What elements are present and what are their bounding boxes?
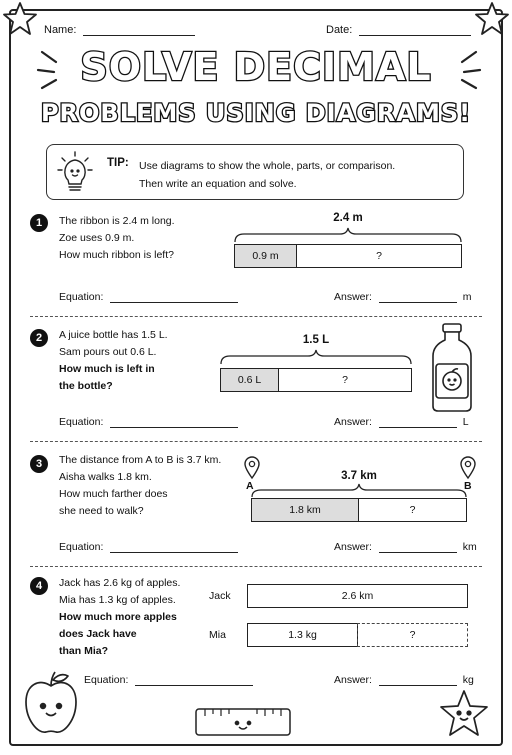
problem-3-line: The distance from A to B is 3.7 km. [59, 454, 222, 466]
star-icon [472, 0, 512, 40]
tip-line-2: Then write an equation and solve. [139, 178, 297, 190]
title-line-2: PROBLEMS USING DIAGRAMS! [40, 99, 472, 127]
problem-2-part: 0.6 L [221, 369, 279, 391]
point-b-label: B [464, 480, 472, 492]
equation-line[interactable] [135, 674, 253, 686]
answer-line[interactable] [379, 416, 457, 428]
answer-line[interactable] [379, 674, 457, 686]
problem-1-number: 1 [30, 214, 48, 232]
problem-3-bar [251, 498, 467, 522]
problem-3-line: Aisha walks 1.8 km. [59, 471, 152, 483]
smiling-star-icon [436, 688, 492, 742]
answer-line[interactable] [379, 541, 457, 553]
answer-label: Answer: [334, 291, 372, 303]
tip-label: TIP: [107, 157, 129, 169]
problem-3-line: she need to walk? [59, 505, 144, 517]
problem-2-line: How much is left in [59, 363, 155, 375]
difference-bar [357, 623, 468, 647]
mia-label: Mia [209, 629, 226, 641]
problem-4-line: Jack has 2.6 kg of apples. [59, 577, 181, 589]
equation-label: Equation: [59, 291, 104, 303]
jack-value: 2.6 km [341, 590, 374, 602]
jack-bar [247, 584, 468, 608]
tip-box [46, 144, 464, 200]
problem-3-equation[interactable] [59, 541, 238, 553]
problem-1-line: How much ribbon is left? [59, 249, 174, 261]
point-a-label: A [246, 480, 254, 492]
jack-label: Jack [209, 590, 231, 602]
brace-icon [234, 226, 462, 244]
apple-icon [22, 668, 80, 738]
answer-label: Answer: [334, 541, 372, 553]
problem-1-unknown: ? [376, 250, 382, 262]
problem-1-line: Zoe uses 0.9 m. [59, 232, 135, 244]
answer-unit: m [462, 291, 472, 303]
problem-2-line: the bottle? [59, 380, 113, 392]
location-pin-icon [459, 456, 477, 480]
answer-label: Answer: [334, 416, 372, 428]
title-line-1: SOLVE DECIMAL [80, 45, 432, 89]
answer-label: Answer: [334, 674, 372, 686]
brace-icon [251, 482, 467, 498]
section-divider [30, 441, 482, 442]
date-line[interactable] [359, 24, 471, 36]
equation-line[interactable] [110, 291, 238, 303]
problem-3-total: 3.7 km [341, 470, 377, 482]
problem-4-answer[interactable] [334, 674, 474, 686]
equation-label: Equation: [59, 416, 104, 428]
problem-1-text [59, 213, 175, 264]
equation-line[interactable] [110, 541, 238, 553]
answer-line[interactable] [379, 291, 457, 303]
brace-icon [220, 348, 412, 366]
problem-4-line: Mia has 1.3 kg of apples. [59, 594, 176, 606]
date-label: Date: [326, 24, 353, 36]
problem-3-answer[interactable] [334, 541, 477, 553]
problem-1-bar [234, 244, 462, 268]
juice-bottle-icon [430, 322, 474, 414]
problem-2-equation[interactable] [59, 416, 238, 428]
problem-1-answer[interactable] [334, 291, 472, 303]
tip-text [139, 157, 395, 193]
problem-2-line: Sam pours out 0.6 L. [59, 346, 157, 358]
problem-3-part: 1.8 km [252, 499, 359, 521]
problem-1-total: 2.4 m [333, 212, 363, 224]
ruler-icon [195, 708, 291, 736]
problem-3-unknown: ? [409, 504, 416, 516]
problem-2-unknown: ? [342, 374, 348, 386]
difference-unknown: ? [409, 629, 416, 641]
problem-4-equation[interactable] [84, 674, 253, 686]
star-icon [0, 0, 40, 40]
answer-unit: km [462, 541, 477, 553]
problem-2-number: 2 [30, 329, 48, 347]
problem-4-line: How much more apples [59, 611, 177, 623]
answer-unit: kg [462, 674, 474, 686]
problem-2-bar [220, 368, 412, 392]
mia-bar [247, 623, 358, 647]
problem-3-line: How much farther does [59, 488, 168, 500]
section-divider [30, 316, 482, 317]
answer-unit: L [462, 416, 469, 428]
problem-4-number: 4 [30, 577, 48, 595]
lightbulb-icon [57, 150, 93, 196]
problem-2-total: 1.5 L [302, 334, 330, 346]
date-field[interactable] [326, 24, 471, 36]
problem-2-line: A juice bottle has 1.5 L. [59, 329, 168, 341]
name-line[interactable] [83, 24, 195, 36]
equation-label: Equation: [84, 674, 129, 686]
problem-4-text [59, 575, 180, 660]
problem-1-part: 0.9 m [235, 245, 297, 267]
problem-1-equation[interactable] [59, 291, 238, 303]
location-pin-icon [243, 456, 261, 480]
problem-2-answer[interactable] [334, 416, 469, 428]
mia-value: 1.3 kg [288, 629, 317, 641]
problem-1-line: The ribbon is 2.4 m long. [59, 215, 175, 227]
tip-line-1: Use diagrams to show the whole, parts, or comparison. [139, 160, 396, 172]
problem-3-number: 3 [30, 455, 48, 473]
problem-4-line: than Mia? [59, 645, 108, 657]
problem-4-line: does Jack have [59, 628, 137, 640]
name-label: Name: [44, 24, 77, 36]
equation-label: Equation: [59, 541, 104, 553]
name-field[interactable] [44, 24, 195, 36]
section-divider [30, 566, 482, 567]
problem-3-text [59, 452, 221, 520]
problem-2-text [59, 327, 168, 395]
equation-line[interactable] [110, 416, 238, 428]
